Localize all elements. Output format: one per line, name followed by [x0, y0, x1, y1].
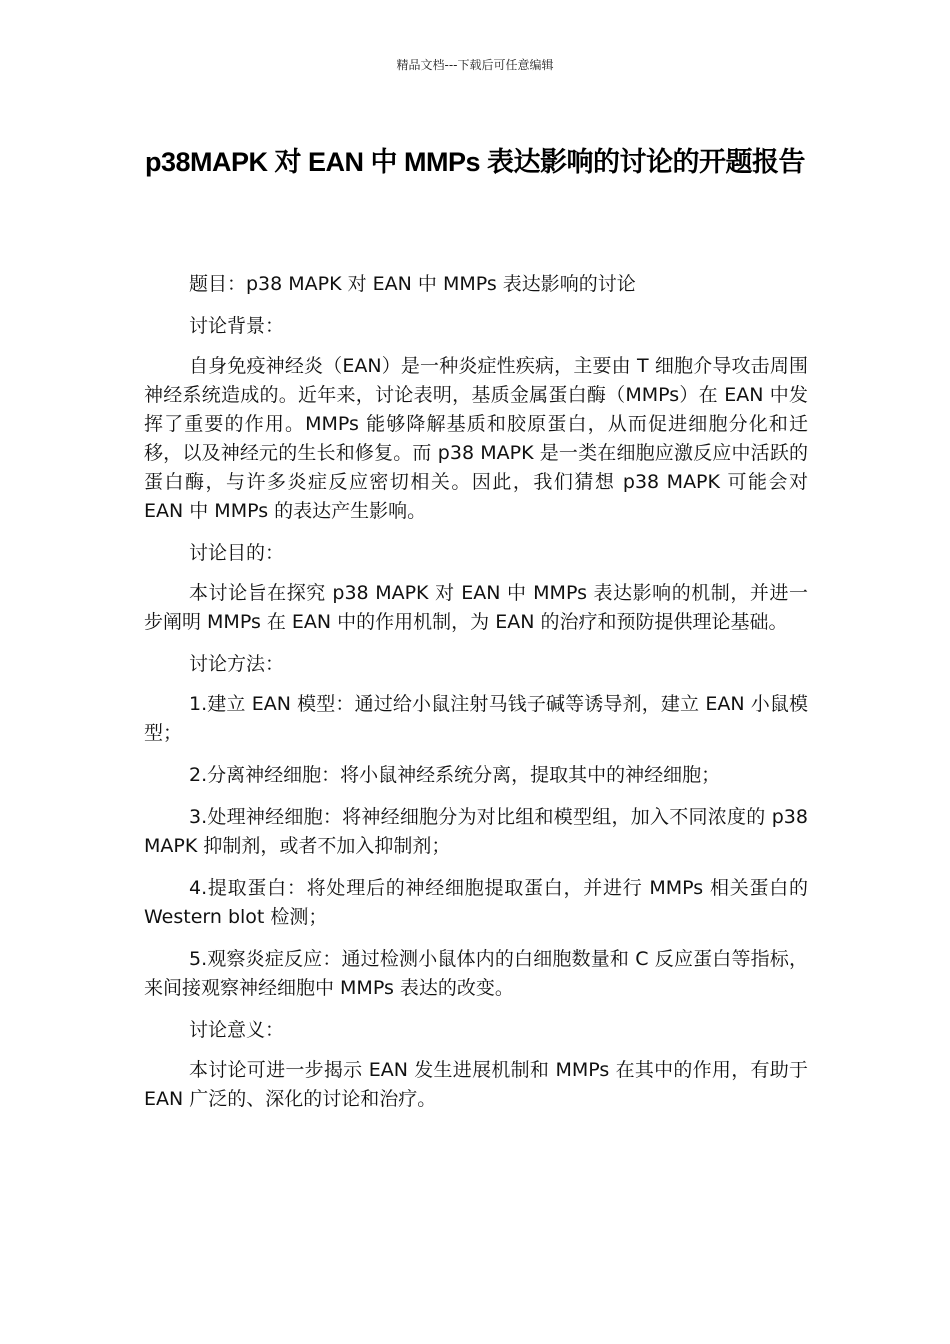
section-heading-purpose: 讨论目的：: [189, 542, 285, 564]
section-heading-methods: 讨论方法：: [189, 653, 285, 675]
method-step-4: 4.提取蛋白：将处理后的神经细胞提取蛋白，并进行 MMPs 相关蛋白的 Western blot 检测；: [144, 877, 808, 928]
significance-paragraph: 本讨论可进一步揭示 EAN 发生进展机制和 MMPs 在其中的作用，有助于 EAN 广泛的、深化的讨论和治疗。: [144, 1059, 808, 1110]
method-step-2: 2.分离神经细胞：将小鼠神经系统分离，提取其中的神经细胞；: [189, 764, 721, 786]
background-paragraph: 自身免疫神经炎（EAN）是一种炎症性疾病，主要由 T 细胞介导攻击周围神经系统造成的。近年来，讨论表明，基质金属蛋白酶（MMPs）在 EAN 中发挥了重要的作用。MMPs 能够降解基质和胶原蛋白，从而促进细胞分化和迁移，以及神经元的生长和修复。而 p38 MAPK 是一类在细胞应激反应中活跃的蛋白酶，与许多炎症反应密切相关。因此，我们猜想 p38 MAPK 可能会对 EAN 中 MMPs 的表达产生影响。: [144, 355, 808, 522]
purpose-paragraph: 本讨论旨在探究 p38 MAPK 对 EAN 中 MMPs 表达影响的机制，并进一步阐明 MMPs 在 EAN 中的作用机制，为 EAN 的治疗和预防提供理论基础。: [144, 582, 808, 633]
section-heading-significance: 讨论意义：: [189, 1019, 285, 1041]
method-step-3: 3.处理神经细胞：将神经细胞分为对比组和模型组，加入不同浓度的 p38 MAPK 抑制剂，或者不加入抑制剂；: [144, 806, 808, 857]
method-step-1: 1.建立 EAN 模型：通过给小鼠注射马钱子碱等诱导剂，建立 EAN 小鼠模型；: [144, 693, 808, 744]
document-body: [144, 270, 808, 1127]
topic-line: 题目：p38 MAPK 对 EAN 中 MMPs 表达影响的讨论: [189, 273, 636, 295]
section-heading-background: 讨论背景：: [189, 315, 285, 337]
page-header: 精品文档---下载后可任意编辑: [396, 58, 554, 72]
method-step-5: 5.观察炎症反应：通过检测小鼠体内的白细胞数量和 C 反应蛋白等指标，来间接观察神经细胞中 MMPs 表达的改变。: [144, 948, 808, 999]
document-title: p38MAPK 对 EAN 中 MMPs 表达影响的讨论的开题报告: [144, 147, 806, 177]
